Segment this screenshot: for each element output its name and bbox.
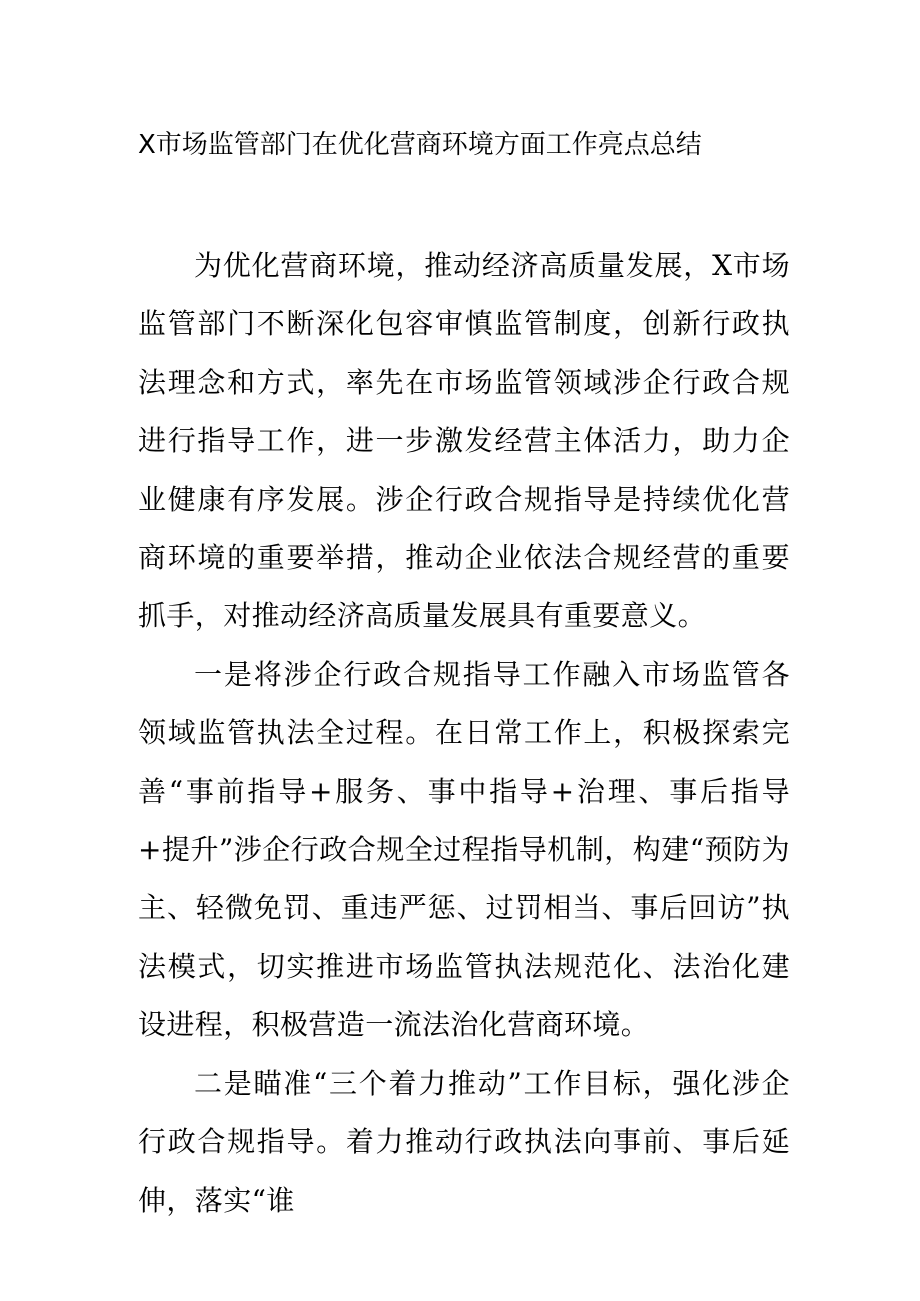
document-title: X市场监管部门在优化营商环境方面工作亮点总结	[138, 130, 702, 160]
paragraph-point-two: 二是瞄准“三个着力推动”工作目标，强化涉企行政合规指导。着力推动行政执法向事前、事后延伸，落实“谁	[138, 1066, 790, 1217]
paragraph-intro: 为优化营商环境，推动经济高质量发展，X市场监管部门不断深化包容审慎监管制度，创新行政执法理念和方式，率先在市场监管领域涉企行政合规进行指导工作，进一步激发经营主体活力，助力企业健康有序发展。涉企行政合规指导是持续优化营商环境的重要举措，推动企业依法合规经营的重要抓手，对推动经济高质量发展具有重要意义。	[138, 249, 790, 633]
paragraph-point-one: 一是将涉企行政合规指导工作融入市场监管各领域监管执法全过程。在日常工作上，积极探索完善“事前指导+服务、事中指导+治理、事后指导+提升”涉企行政合规全过程指导机制，构建“预防为主、轻微免罚、重违严惩、过罚相当、事后回访”执法模式，切实推进市场监管执法规范化、法治化建设进程，积极营造一流法治化营商环境。	[138, 657, 790, 1042]
document-body	[138, 237, 790, 1230]
